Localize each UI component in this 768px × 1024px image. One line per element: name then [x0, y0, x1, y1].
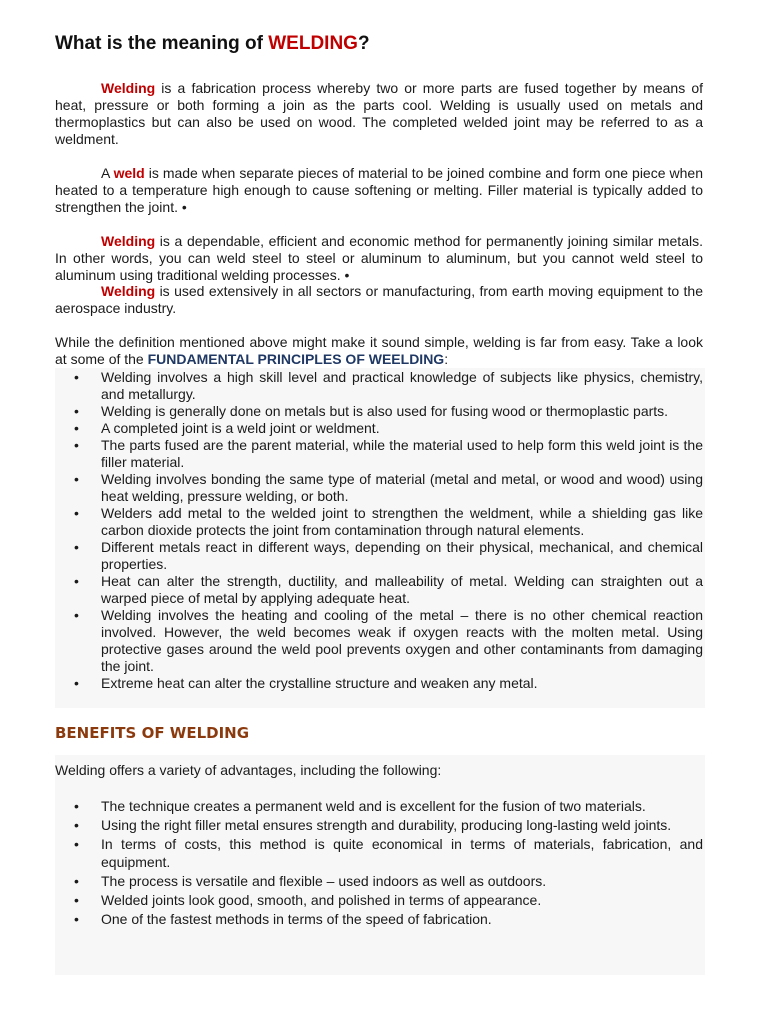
term-welding: Welding — [101, 233, 156, 249]
paragraph-text: While the definition mentioned above might make it sound simple, welding is far from easy. Take a look at some of the — [55, 334, 703, 367]
list-item: • Welding is generally done on metals but is also used for fusing wood or thermoplastic parts. — [55, 403, 703, 420]
benefits-list — [55, 797, 703, 929]
list-item: • Welders add metal to the welded joint to strengthen the weldment, while a shielding gas like carbon dioxide protects the joint from contamination through natural elements. — [55, 505, 703, 539]
paragraph-text: is used extensively in all sectors or manufacturing, from earth moving equipment to the aerospace industry. — [55, 283, 703, 316]
title-prefix: What is the meaning of — [55, 33, 269, 54]
paragraph-pre: A — [101, 165, 114, 181]
paragraph-definition — [55, 80, 703, 148]
list-item: • The parts fused are the parent material, while the material used to help form this weld joint is the filler material. — [55, 437, 703, 471]
paragraph-principles-intro — [55, 334, 703, 368]
list-item: • The technique creates a permanent weld and is excellent for the fusion of two materials. — [55, 797, 703, 815]
paragraph-text: is a dependable, efficient and economic method for permanently joining similar metals. In other words, you can weld steel to steel or aluminum to aluminum, but you cannot weld steel to aluminum using traditional welding processes. • — [55, 233, 703, 283]
list-item: • Using the right filler metal ensures strength and durability, producing long-lasting weld joints. — [55, 816, 703, 834]
paragraph-dependable — [55, 233, 703, 284]
paragraph-suffix: : — [444, 351, 449, 367]
list-item: • Welded joints look good, smooth, and polished in terms of appearance. — [55, 891, 703, 909]
paragraph-sectors — [55, 283, 703, 317]
page-title — [55, 33, 370, 55]
principles-list — [55, 369, 703, 692]
list-item: • Extreme heat can alter the crystalline structure and weaken any metal. — [55, 675, 703, 692]
list-item: • In terms of costs, this method is quite economical in terms of materials, fabrication, and equipment. — [55, 835, 703, 871]
benefits-heading: BENEFITS OF WELDING — [55, 724, 250, 742]
term-welding: Welding — [101, 80, 156, 96]
list-item: • The process is versatile and flexible – used indoors as well as outdoors. — [55, 872, 703, 890]
term-welding: Welding — [101, 283, 156, 299]
list-item: • Welding involves the heating and cooling of the metal – there is no other chemical reaction involved. However, the weld becomes weak if oxygen reacts with the molten metal. Using protective gases around the weld pool prevents oxygen and other contaminants from damaging the joint. — [55, 607, 703, 675]
principles-highlight: FUNDAMENTAL PRINCIPLES OF WEELDING — [147, 351, 445, 367]
benefits-intro: Welding offers a variety of advantages, including the following: — [55, 762, 442, 778]
list-item: • Heat can alter the strength, ductility, and malleability of metal. Welding can straighten out a warped piece of metal by applying adequate heat. — [55, 573, 703, 607]
paragraph-weld — [55, 165, 703, 216]
list-item: • Welding involves a high skill level and practical knowledge of subjects like physics, chemistry, and metallurgy. — [55, 369, 703, 403]
list-item: • Different metals react in different ways, depending on their physical, mechanical, and chemical properties. — [55, 539, 703, 573]
list-item: • One of the fastest methods in terms of the speed of fabrication. — [55, 910, 703, 928]
list-item: • A completed joint is a weld joint or weldment. — [55, 420, 703, 437]
term-weld: weld — [113, 165, 145, 181]
title-suffix: ? — [357, 33, 370, 54]
title-highlight: WELDING — [268, 33, 358, 54]
paragraph-text: is made when separate pieces of material to be joined combine and form one piece when heated to a temperature high enough to cause softening or melting. Filler material is typically added to strengthen the joint. • — [55, 165, 703, 215]
list-item: • Welding involves bonding the same type of material (metal and metal, or wood and wood) using heat welding, pressure welding, or both. — [55, 471, 703, 505]
paragraph-text: is a fabrication process whereby two or more parts are fused together by means of heat, pressure or both forming a join as the parts cool. Welding is usually used on metals and thermoplastics but can also be used on wood. The completed welded joint may be referred to as a weldment. — [55, 80, 703, 147]
